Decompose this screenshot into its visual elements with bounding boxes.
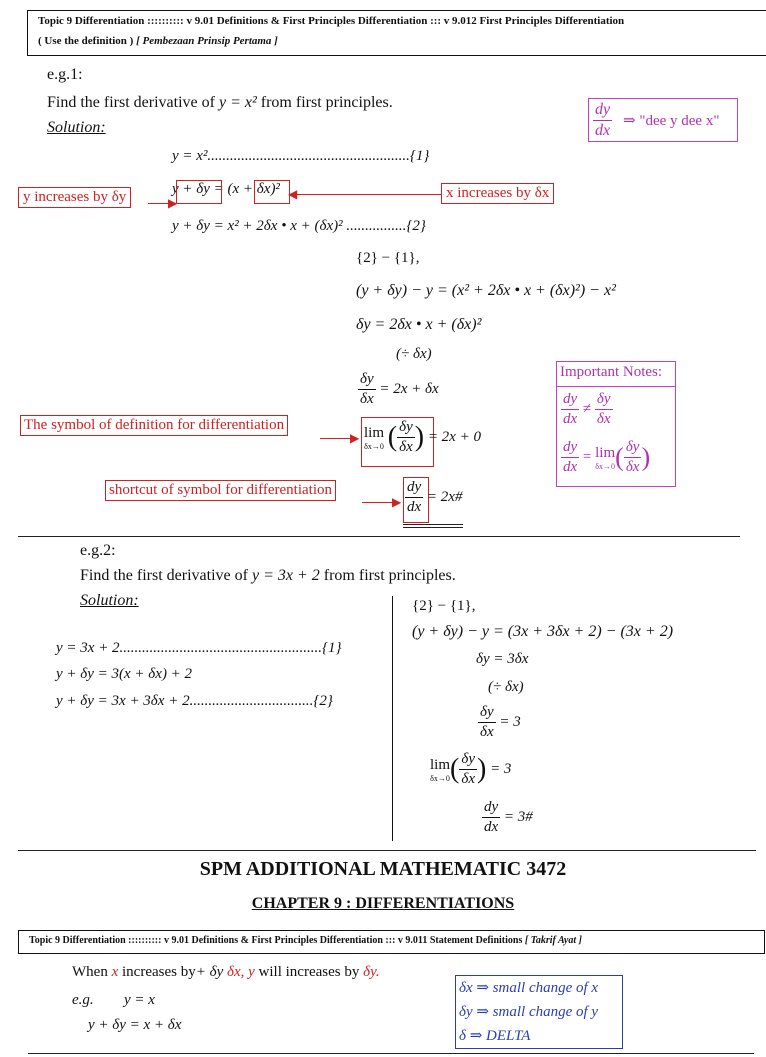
chapter-title [0,895,766,913]
eg2-step-ratio-text: = 3 [499,713,521,730]
annot-y-increases [18,187,131,208]
arrow-def-head: ▶ [350,431,360,445]
statement-eg-eq2: y + δy = x + δx [88,1017,182,1033]
eg1-eq1: y = x²......................................................{1} [172,148,430,164]
pronounce-frac: $\frac{dy}{dx}$ [595,101,611,139]
header-bottom-italic: [ Takrif Ayat ] [524,935,582,946]
annot-shortcut [105,480,336,501]
eg2-label: e.g.2: [80,542,116,559]
notes-title: Important Notes: [560,364,663,380]
eg1-step-final: $\frac{dy}{dx}$ = 2x# [407,479,463,515]
stmt-will: will increases by [258,964,360,980]
important-notes-box [556,361,676,487]
topic-header-line2 [38,31,766,51]
eg1-step-sub: {2} − {1}, [356,250,420,266]
topic-header-top [27,10,766,56]
arrow-short [362,502,394,503]
eg2-step-ratio: $\frac{\delta y}{\delta x}$ = 3 [480,704,521,740]
eg2-step-div: (÷ δx) [488,679,524,695]
stmt-y: y [248,964,255,980]
eg1-question-post: from first principles. [260,94,393,111]
eq2-dy-box [176,180,222,204]
eg1-eq2-text: y + δy = (x + δx)² [172,181,280,197]
annot-x-increases [441,183,554,204]
def-delta: δ ⇒ DELTA [459,1028,531,1044]
arrow-x [296,194,441,195]
def-dx: δx ⇒ small change of x [459,980,599,996]
eg2-question-expr: y = 3x + 2 [251,567,320,584]
lim-sub: δx→0 [364,441,384,451]
divider-eg2 [18,850,756,851]
eg1-step-lim: lim δx→0 ( $\frac{\delta y}{\delta x}$ ) = 2x + 0 [364,419,481,455]
eg1-step-dy: δy = 2δx • x + (δx)² [356,316,482,333]
arrow-def [320,438,354,439]
eg2-solution-label: Solution: [80,592,139,609]
eg2-lim-label: lim [430,756,451,773]
arrow-x-head: ◀ [288,187,298,201]
header-line2-italic: [ Pembezaan Prinsip Pertama ] [136,35,278,47]
eg2-lim-sub: δx→0 [430,773,450,783]
annot-short-text: shortcut of symbol for differentiation [109,482,333,498]
eg1-question-expr: y = x² [218,94,257,111]
eg2-step-final-text: = 3# [503,808,533,825]
topic-header-bottom [18,930,765,954]
annot-y-text: y increases by δy [23,189,127,205]
chapter-title-text: CHAPTER 9 : DIFFERENTIATIONS [251,895,515,912]
stmt-dy: + δy [195,964,224,980]
header-bottom-plain: Topic 9 Differentiation :::::::::: v 9.01 Definitions & First Principles Differentiation ::: v 9.011 Statement Definitions [29,935,525,946]
statement-eg-eq1: y = x [124,992,155,1008]
arrow-y-head: ▶ [168,196,178,210]
header-line2-plain: ( Use the definition ) [38,35,137,47]
eg1-step-ratio: $\frac{\delta y}{\delta x}$ = 2x + δx [360,371,439,407]
note-lim-label: lim [595,444,616,461]
eg2-step-lim: lim δx→0 ( $\frac{\delta y}{\delta x}$ ) = 3 [430,751,512,787]
eg2-step-diff: (y + δy) − y = (3x + 3δx + 2) − (3x + 2) [412,623,674,640]
statement-eg-label: e.g. [72,992,94,1008]
lim-label: lim [364,424,385,441]
final-underline-2 [403,527,463,528]
eg2-eq3: y + δy = 3x + 3δx + 2.................................{2} [56,693,333,709]
definitions-box [455,975,623,1049]
note-lim: $\frac{dy}{dx}$ = lim δx→0 ( $\frac{\delta y}{\delta x}$ ) [563,439,651,475]
eg2-step-final: $\frac{dy}{dx}$ = 3# [484,799,533,835]
note-not-equal: $\frac{dy}{dx}$ ≠ $\frac{\delta y}{\delta x}$ [563,391,611,427]
annot-definition [20,415,288,436]
stmt-x: x [111,964,119,980]
eg2-step-lim-text: = 3 [490,760,512,777]
topic-header-line1: Topic 9 Differentiation :::::::::: v 9.01 Definitions & First Principles Differentiation ::: v 9.012 First Principles Differentiation [38,15,625,27]
pronounce-box [588,98,738,142]
note-lim-sub: δx→0 [595,461,616,471]
eg2-step-sub: {2} − {1}, [412,598,476,614]
eg1-eq3: y + δy = x² + 2δx • x + (δx)² ................{2} [172,218,426,234]
eg1-step-final-text: = 2x# [426,488,463,505]
eg2-eq2: y + δy = 3(x + δx) + 2 [56,666,193,682]
notes-divider [557,386,675,387]
eg1-step-ratio-text: = 2x + δx [379,380,439,397]
eg2-question [80,567,456,585]
eg2-column-divider [392,596,393,841]
annot-x-text: x increases by δx [446,185,550,201]
eg1-step-lim-text: = 2x + 0 [427,428,481,445]
pronounce-note: ⇒ "dee y dee x" [623,113,720,129]
eg2-question-pre: Find the first derivative of [80,567,248,584]
stmt-dy2: δy. [363,964,380,980]
divider-eg1 [18,536,740,537]
annot-def-text: The symbol of definition for differentiation [24,417,285,433]
eg2-question-post: from first principles. [323,567,456,584]
def-dy: δy ⇒ small change of y [459,1004,599,1020]
eg2-step-dy: δy = 3δx [476,651,529,667]
stmt-inc: increases by [122,964,196,980]
statement-line [72,964,380,981]
page-title: SPM ADDITIONAL MATHEMATIC 3472 [199,858,567,880]
bottom-divider [28,1053,754,1054]
final-underline-1 [403,524,463,525]
stmt-when: When [72,964,108,980]
eg1-question-pre: Find the first derivative of [47,94,215,111]
eg1-question [47,94,393,112]
eg1-step-diff: (y + δy) − y = (x² + 2δx • x + (δx)²) − x² [356,282,616,299]
eg1-step-div: (÷ δx) [396,346,432,362]
eg1-label: e.g.1: [47,66,83,83]
arrow-short-head: ▶ [392,495,402,509]
eg2-eq1: y = 3x + 2......................................................{1} [56,640,342,656]
stmt-dx: δx, [226,964,245,980]
eg1-solution-label: Solution: [47,119,106,136]
eq2-dx-box [254,180,290,204]
